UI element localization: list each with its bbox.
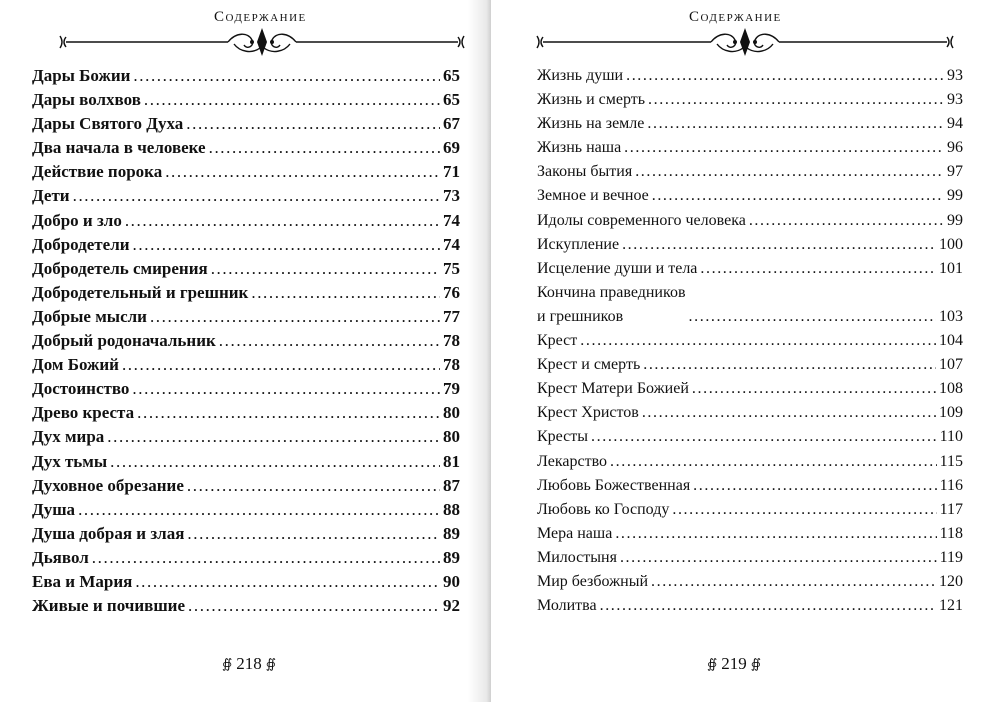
toc-entry: Любовь ко Господу ..... 117 <box>537 498 963 522</box>
running-title: Содержание <box>214 9 307 25</box>
toc-entry: Дары Божии ..... 65 <box>32 64 460 88</box>
toc-list <box>537 64 963 618</box>
toc-entry: Мир безбожный ..... 120 <box>537 570 963 594</box>
toc-entry: Искупление ..... 100 <box>537 233 963 257</box>
toc-entry: Любовь Божественная ..... 116 <box>537 474 963 498</box>
toc-entry: Дары Святого Духа ..... 67 <box>32 112 460 136</box>
toc-entry: Крест Христов ..... 109 <box>537 401 963 425</box>
toc-entry: Добро и зло ..... 74 <box>32 209 460 233</box>
header-ornament-icon <box>58 26 466 58</box>
toc-entry: Лекарство ..... 115 <box>537 450 963 474</box>
toc-entry: Достоинство ..... 79 <box>32 377 460 401</box>
toc-list <box>32 64 460 618</box>
toc-entry: Жизнь и смерть ..... 93 <box>537 88 963 112</box>
page-number-value: 219 <box>721 654 747 673</box>
toc-entry: Живые и почившие ..... 92 <box>32 594 460 618</box>
toc-entry: Душа добрая и злая ..... 89 <box>32 522 460 546</box>
toc-entry: Ева и Мария ..... 90 <box>32 570 460 594</box>
folio-ornament-icon: ∯ <box>222 656 233 671</box>
toc-entry: Добродетельный и грешник ..... 76 <box>32 281 460 305</box>
folio-ornament-icon: ∯ <box>707 656 718 671</box>
running-title: Содержание <box>689 9 782 25</box>
page-number <box>222 654 276 674</box>
toc-entry: Добродетели ..... 74 <box>32 233 460 257</box>
toc-entry: Душа ..... 88 <box>32 498 460 522</box>
toc-entry: Кончина праведников и грешников ..... 103 <box>537 281 963 329</box>
toc-entry: Добрый родоначальник ..... 78 <box>32 329 460 353</box>
left-page <box>0 0 491 702</box>
toc-entry: Дом Божий ..... 78 <box>32 353 460 377</box>
toc-entry: Законы бытия ..... 97 <box>537 160 963 184</box>
toc-entry: Крест Матери Божией ..... 108 <box>537 377 963 401</box>
page-number <box>707 654 761 674</box>
toc-entry: Действие порока ..... 71 <box>32 160 460 184</box>
toc-entry: Исцеление души и тела ..... 101 <box>537 257 963 281</box>
toc-entry: Крест ..... 104 <box>537 329 963 353</box>
toc-entry: Идолы современного человека ..... 99 <box>537 209 963 233</box>
toc-entry: Мера наша ..... 118 <box>537 522 963 546</box>
toc-entry: Дети ..... 73 <box>32 184 460 208</box>
folio-ornament-icon: ∯ <box>265 656 277 671</box>
toc-entry: Жизнь души ..... 93 <box>537 64 963 88</box>
folio-ornament-icon: ∯ <box>750 656 762 671</box>
toc-entry: Добрые мысли ..... 77 <box>32 305 460 329</box>
toc-entry: Жизнь наша ..... 96 <box>537 136 963 160</box>
header-ornament-icon <box>535 26 955 58</box>
right-page <box>491 0 1000 702</box>
toc-entry: Дух мира ..... 80 <box>32 425 460 449</box>
toc-entry: Дух тьмы ..... 81 <box>32 450 460 474</box>
toc-entry: Крест и смерть ..... 107 <box>537 353 963 377</box>
toc-entry: Милостыня ..... 119 <box>537 546 963 570</box>
toc-entry: Кресты ..... 110 <box>537 425 963 449</box>
toc-entry: Два начала в человеке ..... 69 <box>32 136 460 160</box>
toc-entry: Дьявол ..... 89 <box>32 546 460 570</box>
toc-entry: Духовное обрезание ..... 87 <box>32 474 460 498</box>
toc-entry: Жизнь на земле ..... 94 <box>537 112 963 136</box>
toc-entry: Земное и вечное ..... 99 <box>537 184 963 208</box>
page-number-value: 218 <box>236 654 262 673</box>
toc-entry: Молитва ..... 121 <box>537 594 963 618</box>
toc-entry: Древо креста ..... 80 <box>32 401 460 425</box>
toc-entry: Добродетель смирения ..... 75 <box>32 257 460 281</box>
toc-entry: Дары волхвов ..... 65 <box>32 88 460 112</box>
